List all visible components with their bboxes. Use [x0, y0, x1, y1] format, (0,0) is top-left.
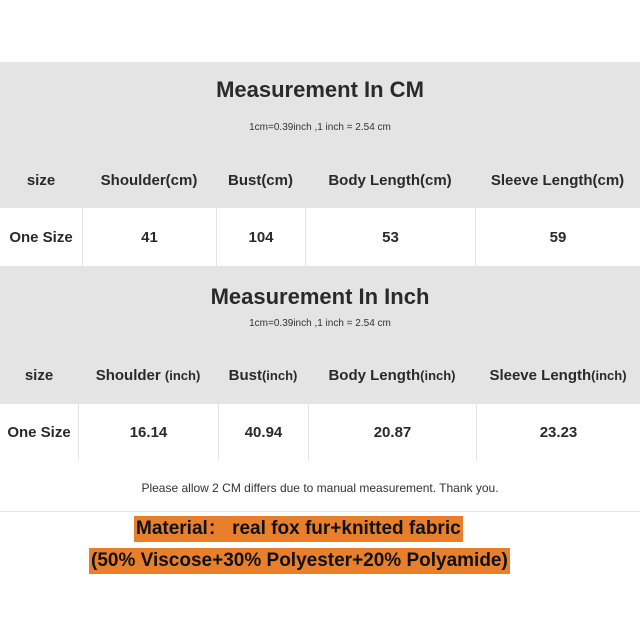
- inch-header-sleeve-length: [476, 350, 640, 400]
- cm-table-title: Measurement In CM: [216, 77, 424, 102]
- inch-conversion-note: 1cm=0.39inch ,1 inch = 2.54 cm: [249, 318, 391, 329]
- inch-value-row: [0, 404, 640, 461]
- cm-header-size: size: [26, 171, 56, 189]
- inch-value-body-length: 20.87: [308, 404, 476, 461]
- cm-header-sleeve-length: Sleeve Length(cm): [490, 171, 625, 189]
- cm-value-bust: 104: [216, 208, 305, 266]
- cm-header-shoulder: Shoulder(cm): [100, 171, 198, 189]
- inch-value-shoulder: 16.14: [78, 404, 218, 461]
- cm-header-bust: Bust(cm): [227, 171, 293, 189]
- cm-conversion-note: 1cm=0.39inch ,1 inch = 2.54 cm: [249, 122, 391, 133]
- inch-value-size: One Size: [0, 404, 78, 461]
- inch-value-sleeve-length: 23.23: [476, 404, 640, 461]
- inch-header-row: [0, 350, 640, 400]
- inch-header-size: size: [24, 366, 54, 384]
- material-line-1: Material： real fox fur+knitted fabric: [134, 516, 463, 542]
- inch-header-bust-label: Bust: [228, 366, 262, 384]
- cm-value-row: [0, 208, 640, 266]
- inch-header-shoulder-unit: (inch): [164, 367, 201, 383]
- section-divider: [0, 511, 640, 512]
- inch-value-bust: 40.94: [218, 404, 308, 461]
- cm-value-shoulder: 41: [82, 208, 216, 266]
- inch-header-bust-unit: (inch): [261, 367, 298, 383]
- inch-header-body-length-unit: (inch): [420, 367, 456, 383]
- inch-header-body-length-label: Body Length: [328, 366, 421, 384]
- inch-header-sleeve-length-label: Sleeve Length: [489, 366, 592, 384]
- cm-header-body-length: Body Length(cm): [328, 171, 452, 189]
- measurement-disclaimer: Please allow 2 CM differs due to manual measurement. Thank you.: [141, 481, 499, 495]
- inch-header-body-length: [308, 350, 476, 400]
- inch-header-shoulder: [78, 350, 218, 400]
- inch-header-bust: [218, 350, 308, 400]
- cm-header-row: [0, 155, 640, 205]
- inch-header-sleeve-length-unit: (inch): [591, 367, 627, 383]
- inch-table-title: Measurement In Inch: [210, 284, 430, 309]
- cm-value-body-length: 53: [305, 208, 475, 266]
- cm-value-sleeve-length: 59: [475, 208, 640, 266]
- cm-value-size: One Size: [0, 208, 82, 266]
- material-line-2: (50% Viscose+30% Polyester+20% Polyamide): [89, 548, 510, 574]
- inch-header-shoulder-label: Shoulder: [95, 366, 165, 384]
